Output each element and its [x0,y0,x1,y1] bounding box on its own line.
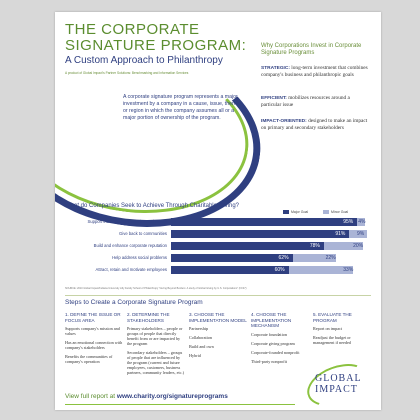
data-label-major: 78% [309,243,320,249]
step-item: Build and own [189,344,214,349]
step-item: Corporate-founded nonprofit [251,349,300,355]
bar-major-goal [171,254,293,262]
step-4 [251,312,309,368]
why-item-text: designed to make an impact on primary and secondary stakeholders [261,118,368,132]
data-label-minor: 9% [357,231,365,237]
category-label: Give back to communities [119,231,167,236]
why-item-label: STRATEGIC: [261,66,290,71]
intro-text: A corporate signature program represents a major investment by a company in a cause, issue, theme or region in which the company assumes all or a major portion of ownership of the program. [123,94,240,121]
step-heading: 1. DEFINE THE ISSUE OR FOCUS AREA [65,312,121,323]
bottom-divider [65,404,295,405]
step-item: Hybrid [189,353,201,358]
step-heading: 2. DETERMINE THE STAKEHOLDERS [127,312,170,323]
step-item: Has an emotional connection with company's stakeholders [65,340,123,350]
step-1 [65,312,123,368]
step-item: Primary stakeholders – people or groups of people that directly benefit from or are impacted by the program [127,326,183,346]
global-impact-logo [305,364,375,404]
category-label: Build and enhance corporate reputation [93,243,167,248]
chart-row [65,242,373,251]
bar-track [171,254,367,262]
category-label: Help address social problems [112,255,167,260]
chart-row [65,266,373,275]
data-label-minor: 22% [325,255,336,261]
goals-bar-chart [65,218,373,280]
bar-major-goal [171,266,289,274]
category-label: Support the company's mission and values [87,219,167,224]
step-5 [313,312,371,349]
legend-minor [323,210,348,214]
step-3 [189,312,247,362]
footer-text [65,393,305,400]
page-title: THE CORPORATE SIGNATURE PROGRAM: [65,21,247,54]
divider [65,295,371,296]
bar-major-goal [171,218,357,226]
data-label-major: 60% [274,267,285,273]
page-subtitle: A Custom Approach to Philanthropy [65,55,223,66]
source-note: SOURCE: 2010 Global Impact/Indiana University Lilly Family School of Philanthropy "Giving Beyond Borders: A study of Global Giving by U.S. Corporations" (N=47) [65,287,247,290]
data-label-major: 62% [278,255,289,261]
step-item: Partnership [189,326,209,331]
bar-track [171,230,367,238]
why-item-text: mobilizes resources around a particular issue [261,95,350,109]
chart-title: What do Companies Seek to Achieve Through Charitable Giving? [65,203,239,209]
logo-text-global: GLOBAL [315,373,362,384]
step-item: Benefits the communities of company's operation [65,354,113,364]
step-heading: 4. CHOOSE THE IMPLEMENTATION MECHANISM [251,312,292,328]
bar-track [171,218,367,226]
bar-major-goal [171,230,349,238]
tagline: A product of Global Impact's Partner Solutions: Benchmarking and Information Services [65,71,189,75]
step-item: Report on impact [313,326,343,331]
why-title: Why Corporations Invest in Corporate Signature Programs [261,43,362,56]
why-item-efficient [261,95,371,109]
bar-major-goal [171,242,324,250]
data-label-major: 95% [343,219,354,225]
legend-swatch-major [283,210,289,214]
data-label-minor: 33% [343,267,354,273]
why-item-label: IMPACT-ORIENTED: [261,119,307,124]
step-heading: 3. CHOOSE THE IMPLEMENTATION MODEL [189,312,247,323]
step-item: Corporate foundation [251,331,287,337]
category-label: Attract, retain and motivate employees [95,267,167,272]
step-item: Supports company's mission and values [65,326,120,336]
chart-row [65,218,373,227]
data-label-major: 91% [335,231,346,237]
legend-label-major: Major Goal [291,210,309,214]
chart-row [65,254,373,263]
legend-label-minor: Minor Goal [331,210,349,214]
legend-swatch-minor [323,210,329,214]
footer-prefix: View full report at [65,393,116,400]
legend-major [283,210,308,214]
logo-text-impact: IMPACT [315,384,358,395]
why-item-impact [261,118,371,132]
why-item-strategic [261,65,371,79]
why-item-text: long-term investment that combines company's business and philanthropic goals [261,65,368,79]
step-item: Secondary stakeholders – groups of people that are influenced by the program (current and future employees, customers, business partners, community leaders, etc.) [127,350,184,375]
bar-track [171,266,367,274]
step-heading: 5. EVALUATE THE PROGRAM [313,312,352,323]
data-label-minor: 4% [358,219,366,225]
data-label-minor: 20% [353,243,364,249]
why-item-label: EFFICIENT: [261,96,287,101]
step-2 [127,312,185,379]
steps-title: Steps to Create a Corporate Signature Program [65,299,203,306]
bar-track [171,242,367,250]
infographic-page [55,12,381,410]
chart-row [65,230,373,239]
step-item: Third-party nonprofit [251,358,287,364]
report-link[interactable]: www.charity.org/signatureprograms [116,393,228,400]
step-item: Readjust the budget or management if needed [313,335,351,345]
step-item: Corporate giving program [251,340,295,346]
step-item: Collaboration [189,335,213,340]
